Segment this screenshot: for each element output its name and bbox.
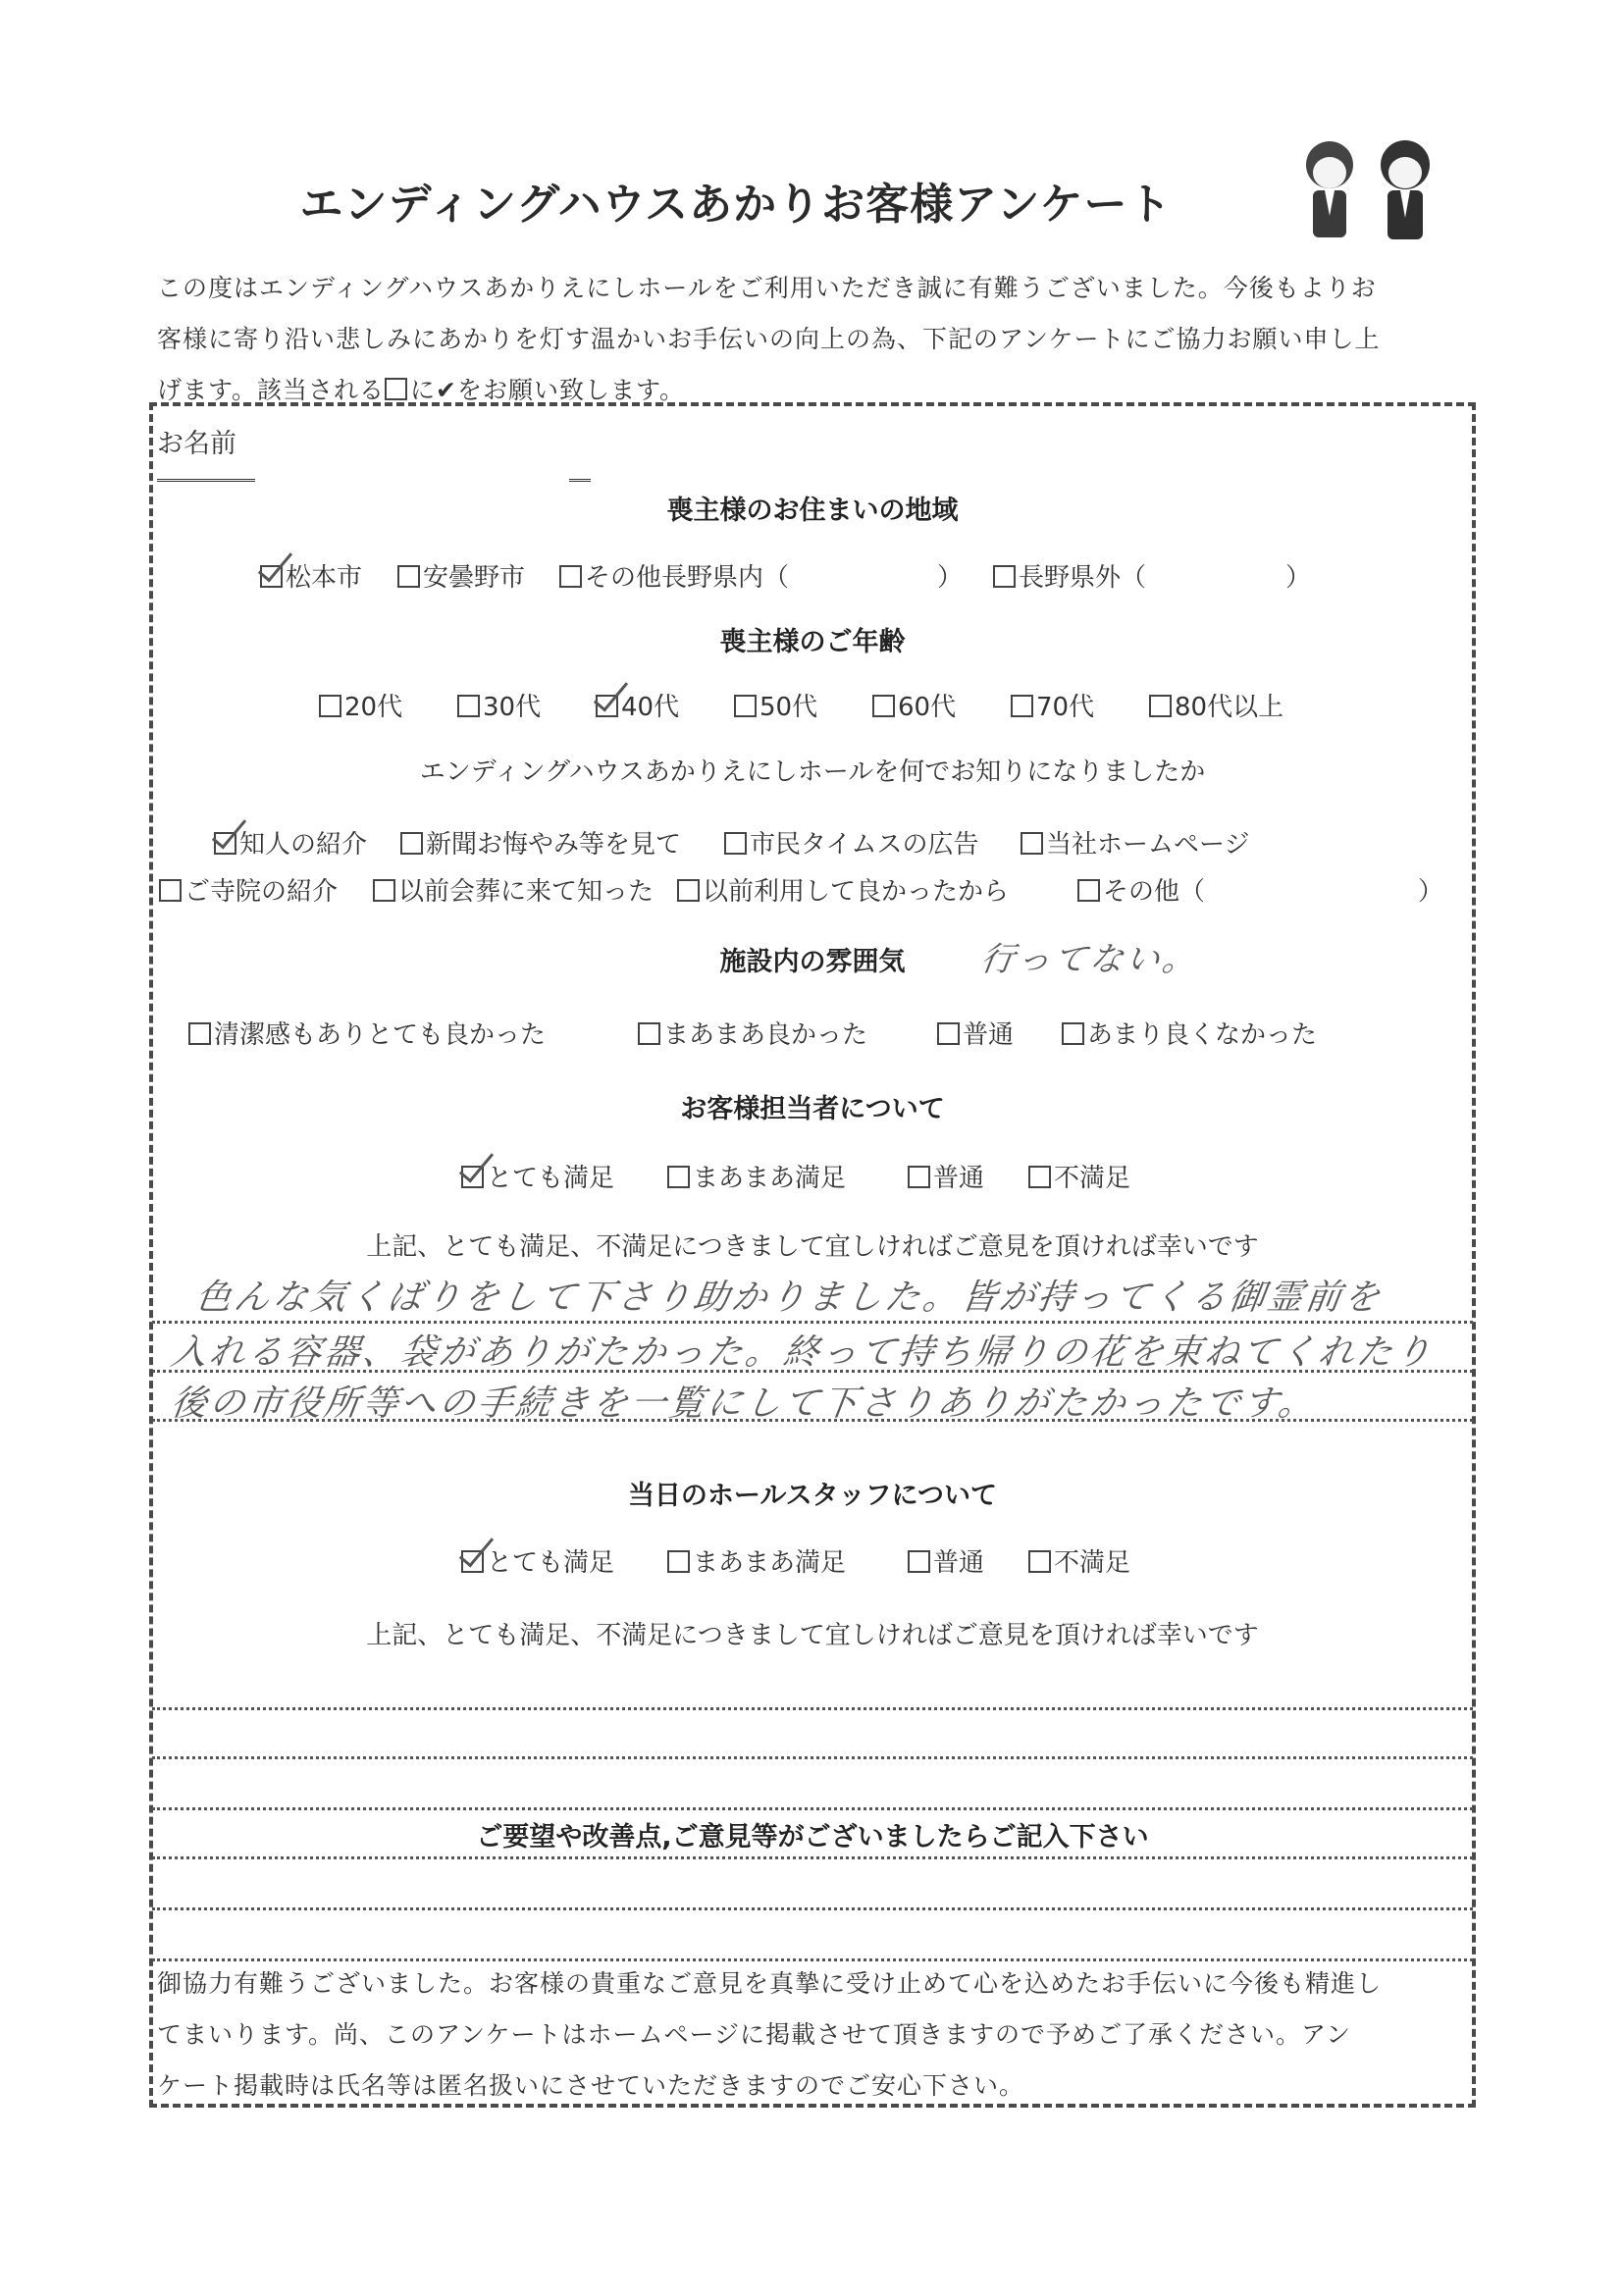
staff-option[interactable]: とても満足 [461,1158,614,1194]
hall-staff-prompt: 上記、とても満足、不満足につきまして宜しければご意見を頂ければ幸いです [366,1621,1259,1650]
staff-option[interactable]: 不満足 [1028,1158,1130,1194]
name-underline-right [569,479,591,482]
comment-dotted-line [152,1807,1473,1810]
staff-prompt: 上記、とても満足、不満足につきまして宜しければご意見を頂ければ幸いです [366,1232,1259,1262]
staff-comment-line3: 後の市役所等への手続きを一覧にして下さりありがたかったです。 [168,1383,1320,1424]
source-option[interactable]: 以前利用して良かったから [677,871,1009,908]
checkbox-icon[interactable] [1021,832,1043,855]
checkbox-icon[interactable] [400,832,423,855]
comment-dotted-line [152,1707,1473,1710]
checkbox-icon[interactable] [677,879,700,902]
age-option[interactable]: 50代 [734,687,817,723]
source-option[interactable]: 知人の紹介 [214,824,367,861]
staff-options [0,1158,1623,1193]
comment-dotted-line [152,1321,1473,1324]
check-mark-icon: ✔ [436,376,457,404]
checkbox-checked-icon[interactable] [596,695,618,717]
intro-text: この度はエンディングハウスあかりえにしホールをご利用いただき誠に有難うございました。今後もよりお 客様に寄り沿い悲しみにあかりを灯す温かいお手伝いの向上の為、下記のアンケートにご協力お願い申し上 げます。該当される に✔をお願い致します。 [157,274,1381,404]
checkbox-icon[interactable] [667,1550,690,1573]
region-heading: 喪主様のお住まいの地域 [666,496,959,526]
region-option-other-nagano[interactable]: その他長野県内（ [559,557,789,594]
atmosphere-option[interactable]: 普通 [937,1015,1014,1051]
source-option[interactable]: 当社ホームページ [1021,824,1249,861]
staff-option[interactable]: 普通 [908,1158,984,1194]
name-underline-left [157,479,255,482]
region-option-matsumoto[interactable]: 松本市 [260,557,362,594]
checkbox-icon[interactable] [734,695,757,717]
age-option[interactable]: 30代 [457,687,541,723]
age-option[interactable]: 40代 [596,687,679,723]
hall-staff-heading: 当日のホールスタッフについて [627,1481,998,1511]
region-option-azumino[interactable]: 安曇野市 [397,557,525,594]
staff-comment-line2: 入れる容器、袋がありがたかった。終って持ち帰りの花を束ねてくれたり [168,1332,1437,1373]
atmosphere-option[interactable]: まあまあ良かった [638,1015,867,1051]
checkbox-checked-icon[interactable] [214,832,236,855]
checkbox-checked-icon[interactable] [260,565,283,588]
footer-text: 御協力有難うございました。お客様の貴重なご意見を真摯に受け止めて心を込めたお手伝いに今後も精進し てまいります。尚、このアンケートはホームページに掲載させて頂きますので予めご了承ください。アン ケート掲載時は氏名等は匿名扱いにさせていただきますのでご安心下さい。 [157,1969,1383,2100]
region-options [0,557,1623,593]
hall-staff-option[interactable]: まあまあ満足 [667,1542,846,1579]
name-label: お名前 [157,429,236,459]
comment-dotted-line [152,1419,1473,1422]
age-option[interactable]: 70代 [1011,687,1094,723]
checkbox-icon[interactable] [1011,695,1033,717]
source-option[interactable]: 市民タイムスの広告 [724,824,978,861]
checkbox-checked-icon[interactable] [461,1550,484,1573]
checkbox-icon[interactable] [667,1166,690,1188]
checkbox-icon[interactable] [724,832,747,855]
comment-dotted-line [152,1856,1473,1859]
atmosphere-option[interactable]: 清潔感もありとても良かった [188,1015,546,1051]
age-heading: 喪主様のご年齢 [719,627,906,657]
checkbox-icon[interactable] [188,1022,211,1045]
checkbox-icon[interactable] [1028,1550,1051,1573]
comment-dotted-line [152,1907,1473,1910]
atmosphere-options [0,1015,1623,1050]
checkbox-icon[interactable] [937,1022,960,1045]
checkbox-icon[interactable] [1062,1022,1084,1045]
source-heading: エンディングハウスあかりえにしホールを何でお知りになりましたか [419,757,1206,787]
checkbox-icon[interactable] [1077,879,1100,902]
staff-comment-line1: 色んな気くばりをして下さり助かりました。皆が持ってくる御霊前を [192,1278,1386,1318]
source-option[interactable]: ご寺院の紹介 [159,871,338,908]
staff-man-icon [1381,140,1430,239]
hall-staff-option[interactable]: 不満足 [1028,1542,1130,1579]
atmosphere-heading: 施設内の雰囲気 [719,947,906,977]
checkbox-sample-icon [385,378,407,400]
checkbox-icon[interactable] [159,879,182,902]
source-option[interactable]: 新聞お悔やみ等を見て [400,824,681,861]
source-paren-close: ） [1418,877,1444,907]
staff-option[interactable]: まあまあ満足 [667,1158,846,1194]
age-option[interactable]: 60代 [872,687,956,723]
requests-heading: ご要望や改善点,ご意見等がございましたらご記入下さい [476,1822,1149,1852]
age-option[interactable]: 20代 [319,687,402,723]
staff-heading: お客様担当者について [680,1094,945,1124]
comment-dotted-line [152,1756,1473,1759]
checkbox-checked-icon[interactable] [461,1166,484,1188]
comment-dotted-line [152,1370,1473,1373]
hall-staff-options [0,1542,1623,1578]
atmosphere-handwritten-note: 行ってない。 [977,940,1202,979]
source-options-row1 [0,824,1623,860]
region-paren-close: ） [1285,563,1312,593]
checkbox-icon[interactable] [373,879,395,902]
checkbox-icon[interactable] [908,1166,930,1188]
hall-staff-option[interactable]: とても満足 [461,1542,614,1579]
page-title: エンディングハウスあかりお客様アンケート [299,180,1173,230]
source-options-row2 [0,871,1623,907]
atmosphere-option[interactable]: あまり良くなかった [1062,1015,1317,1051]
checkbox-icon[interactable] [457,695,480,717]
source-option-other[interactable]: その他（ [1077,871,1205,908]
region-option-outside-nagano[interactable]: 長野県外（ [993,557,1146,594]
checkbox-icon[interactable] [872,695,895,717]
staff-man-icon [1306,141,1353,245]
checkbox-icon[interactable] [319,695,341,717]
checkbox-icon[interactable] [993,565,1016,588]
source-option[interactable]: 以前会葬に来て知った [373,871,654,908]
age-option[interactable]: 80代以上 [1149,687,1283,723]
age-options [0,687,1623,722]
checkbox-icon[interactable] [397,565,420,588]
staff-illustration [1295,137,1442,245]
checkbox-icon[interactable] [638,1022,660,1045]
checkbox-icon[interactable] [1149,695,1172,717]
checkbox-icon[interactable] [1028,1166,1051,1188]
checkbox-icon[interactable] [559,565,582,588]
hall-staff-option[interactable]: 普通 [908,1542,984,1579]
region-paren-close: ） [937,563,964,593]
checkbox-icon[interactable] [908,1550,930,1573]
